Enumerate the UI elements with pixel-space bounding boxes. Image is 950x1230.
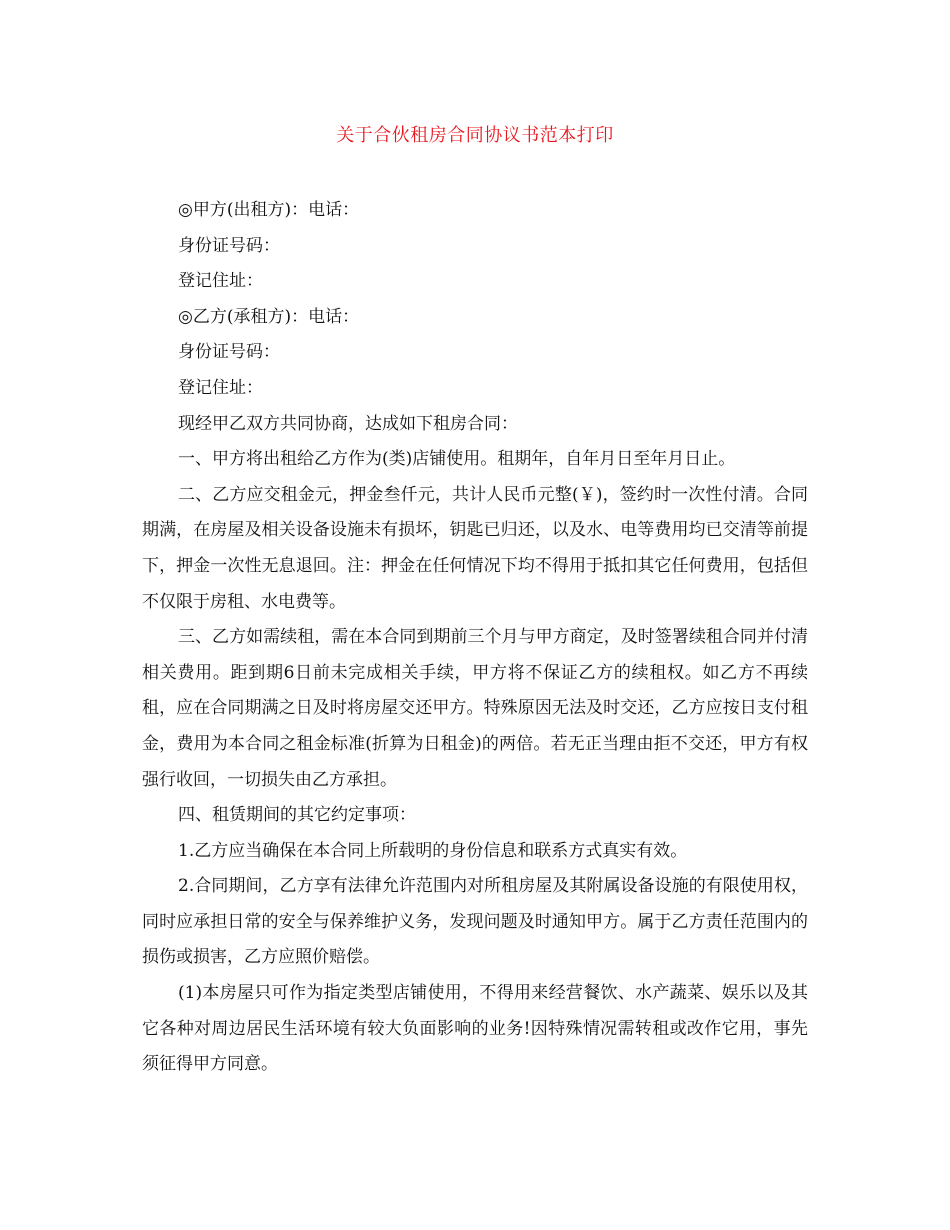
document-body: [142, 193, 808, 1083]
party-b-address-line: 登记住址：: [178, 377, 263, 398]
party-a-id-line: 身份证号码：: [178, 235, 280, 256]
party-b-line: ◎乙方(承租方)：电话：: [178, 306, 360, 327]
party-b-id-line: 身份证号码：: [178, 342, 280, 363]
intro-paragraph: 现经甲乙双方共同协商，达成如下租房合同：: [178, 413, 518, 434]
document-title: 关于合伙租房合同协议书范本打印: [336, 125, 614, 146]
clause-1: 一、甲方将出租给乙方作为(类)店铺使用。租期年，自年月日至年月日止。: [178, 449, 736, 470]
clause-3: 三、乙方如需续租，需在本合同到期前三个月与甲方商定，及时签署续租合同并付清相关费用。距到期6日前未完成相关手续，甲方将不保证乙方的续租权。如乙方不再续租，应在合同期满之日及时将房屋交还甲方。特殊原因无法及时交还，乙方应按日支付租金，费用为本合同之租金标准(折算为日租金)的两倍。若无正当理由拒不交还，甲方有权强行收回，一切损失由乙方承担。: [142, 627, 808, 790]
clause-4-item-2: 2.合同期间，乙方享有法律允许范围内对所租房屋及其附属设备设施的有限使用权，同时应承担日常的安全与保养维护义务，发现问题及时通知甲方。属于乙方责任范围内的损伤或损害，乙方应照价赔偿。: [142, 876, 808, 968]
party-a-address-line: 登记住址：: [178, 271, 263, 292]
party-a-line: ◎甲方(出租方)：电话：: [178, 200, 360, 220]
clause-4-heading: 四、租赁期间的其它约定事项：: [178, 805, 416, 826]
clause-4-item-1: 1.乙方应当确保在本合同上所载明的身份信息和联系方式真实有效。: [178, 840, 688, 861]
clause-2: 二、乙方应交租金元，押金叁仟元，共计人民币元整(￥)，签约时一次性付清。合同期满，在房屋及相关设备设施未有损坏，钥匙已归还，以及水、电等费用均已交清等前提下，押金一次性无息退回。注：押金在任何情况下均不得用于抵扣其它任何费用，包括但不仅限于房租、水电费等。: [142, 484, 808, 612]
clause-4-item-2-sub-1: (1)本房屋只可作为指定类型店铺使用，不得用来经营餐饮、水产蔬菜、娱乐以及其它各种对周边居民生活环境有较大负面影响的业务!因特殊情况需转租或改作它用，事先须征得甲方同意。: [142, 983, 808, 1075]
